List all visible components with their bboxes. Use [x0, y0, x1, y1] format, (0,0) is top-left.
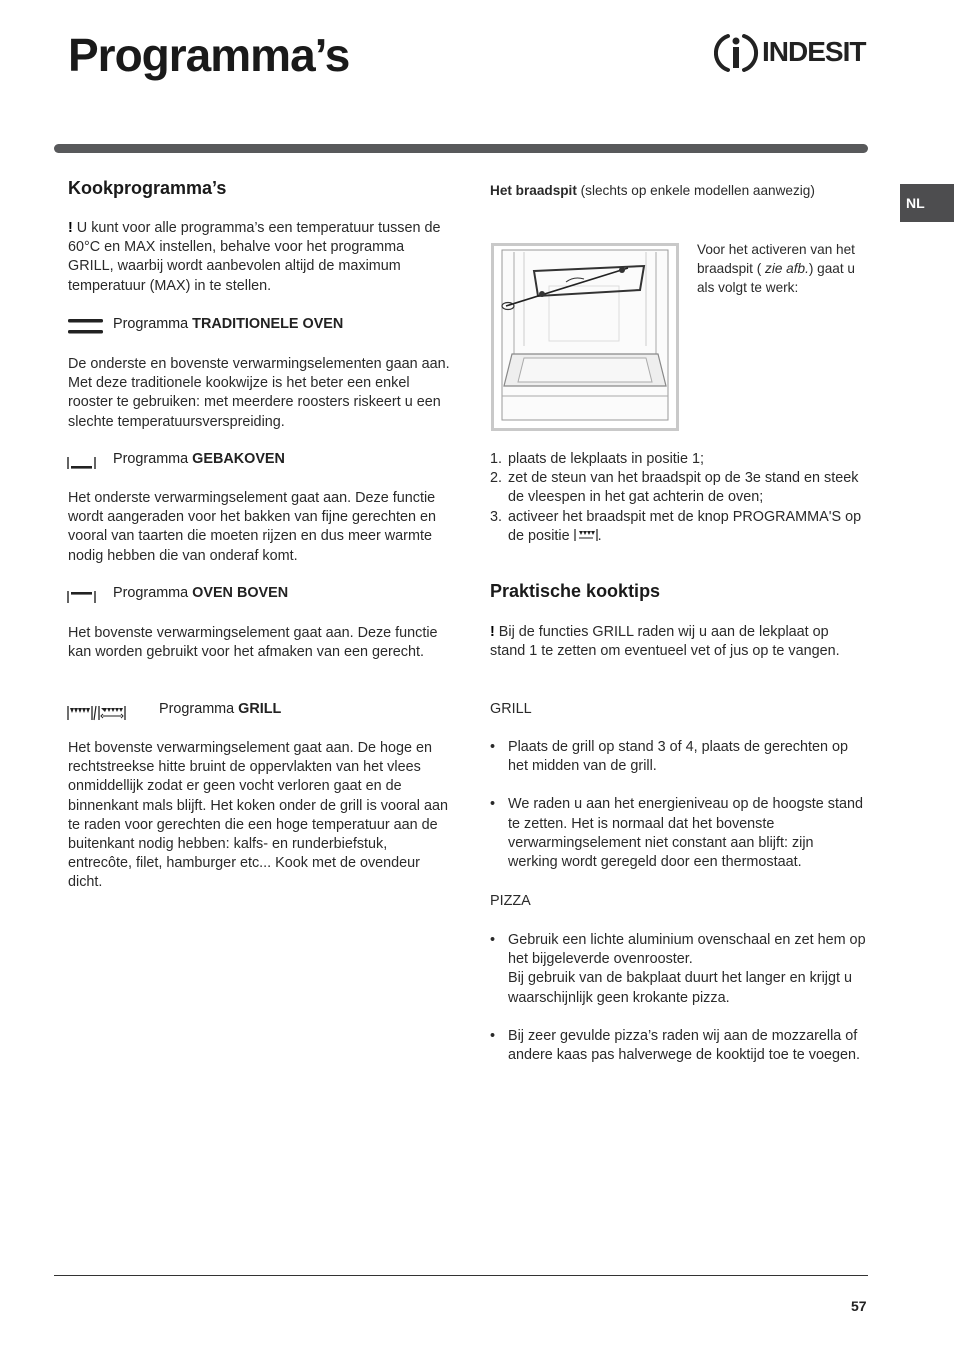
pizza-bullet-list	[490, 931, 866, 1065]
language-tab: NL	[900, 184, 954, 222]
figure-caption: Voor het activeren van het braadspit ( zie afb.) gaat u als volgt te werk:	[697, 242, 855, 295]
pizza-label: PIZZA	[490, 893, 531, 909]
page-number: 57	[851, 1298, 867, 1314]
list-item: • Gebruik een lichte aluminium ovenschaal en zet hem op het bijgeleverde ovenrooster. Bij gebruik van de bakplaat duurt het langer en krijgt u waarschijnlijk geen krokante pizza.	[490, 932, 866, 1006]
rotisserie-grill-icon	[574, 528, 598, 542]
program-title-grill: Programma GRILL	[159, 701, 282, 717]
brand-logo	[714, 30, 870, 76]
programs-note	[68, 219, 450, 296]
bottom-heat-icon	[67, 455, 97, 471]
brand-name: INDESIT	[762, 36, 866, 67]
section-heading-programs: Kookprogramma’s	[68, 178, 227, 198]
grill-bullet-list	[490, 738, 866, 872]
list-item: • Bij zeer gevulde pizza’s raden wij aan de mozzarella of andere kaas pas halverwege de kooktijd toe te voegen.	[490, 1027, 861, 1064]
program-title-bake: Programma GEBAKOVEN	[113, 451, 285, 467]
top-bottom-heat-icon	[67, 317, 105, 337]
rotisserie-figure	[491, 243, 679, 431]
list-item: 2. zet de steun van het braadspit op de 3e stand en steek de vleespen in het gat achterin de oven;	[490, 470, 859, 506]
program-text-traditional: De onderste en bovenste verwarmingselementen gaan aan. Met deze traditionele kookwijze is het beter een enkel rooster te gebruiken: met meerdere roosters riskeert u een slechte temperatuursverspreiding.	[68, 356, 450, 430]
warning-mark: !	[68, 220, 73, 236]
indesit-logo-icon	[714, 30, 760, 76]
spit-steps	[490, 450, 866, 546]
page-title: Programma’s	[68, 29, 350, 81]
grill-icon	[67, 704, 129, 722]
spit-heading: Het braadspit (slechts op enkele modellen aanwezig)	[490, 183, 815, 198]
section-heading-tips: Praktische kooktips	[490, 581, 661, 601]
list-item: 3. activeer het braadspit met de knop PROGRAMMA'S op de positie .	[490, 508, 862, 544]
rotisserie-oven-illustration	[494, 246, 676, 428]
program-text-grill: Het bovenste verwarmingselement gaat aan. De hoge en rechtstreekse hitte bruint de oppervlakten van het vlees onmiddellijk zodat er geen vocht verloren gaat en de binnenkant mals blijft. Het koken onder de grill is vooral aan te raden voor gerechten die een hoge temperatuur aan de buitenkant nodig hebben: kalfs- en runderbiefstuk, entrecôte, filet, hamburger etc... Kook met de ovendeur dicht.	[68, 740, 448, 891]
grill-label: GRILL	[490, 701, 532, 717]
list-item: • Plaats de grill op stand 3 of 4, plaats de gerechten op het midden van de grill.	[490, 739, 849, 775]
program-text-bake: Het onderste verwarmingselement gaat aan. Deze functie wordt aangeraden voor het bakken van fijne gerechten en vooral van taarten die moeten rijzen en dus meer warmte nodig hebben die van onderaf komt.	[68, 490, 437, 564]
top-heat-icon	[67, 588, 97, 604]
list-item: • We raden u aan het energieniveau op de hoogste stand te zetten. Het is normaal dat het bovenste verwarmingselement niet constant aan blijft: zijn werking wordt geregeld door een thermostaat.	[490, 796, 863, 871]
list-item: 1. plaats de lekplaats in positie 1;	[490, 451, 704, 467]
header-divider	[54, 144, 868, 153]
footer-divider	[54, 1275, 868, 1276]
program-title-top: Programma OVEN BOVEN	[113, 585, 289, 601]
warning-mark: !	[490, 624, 495, 640]
program-text-top: Het bovenste verwarmingselement gaat aan. Deze functie kan worden gebruikt voor het afmaken van een gerecht.	[68, 625, 438, 661]
programs-note-text: U kunt voor alle programma’s een temperatuur tussen de 60°C en MAX instellen, behalve voor het programma GRILL, waarbij wordt aanbevolen altijd de maximum temperatuur (MAX) in te stellen.	[68, 220, 441, 294]
tips-note: ! Bij de functies GRILL raden wij u aan de lekplaat op stand 1 te zetten om eventueel vet of jus op te vangen.	[490, 624, 840, 660]
program-title-traditional: Programma TRADITIONELE OVEN	[113, 316, 344, 332]
